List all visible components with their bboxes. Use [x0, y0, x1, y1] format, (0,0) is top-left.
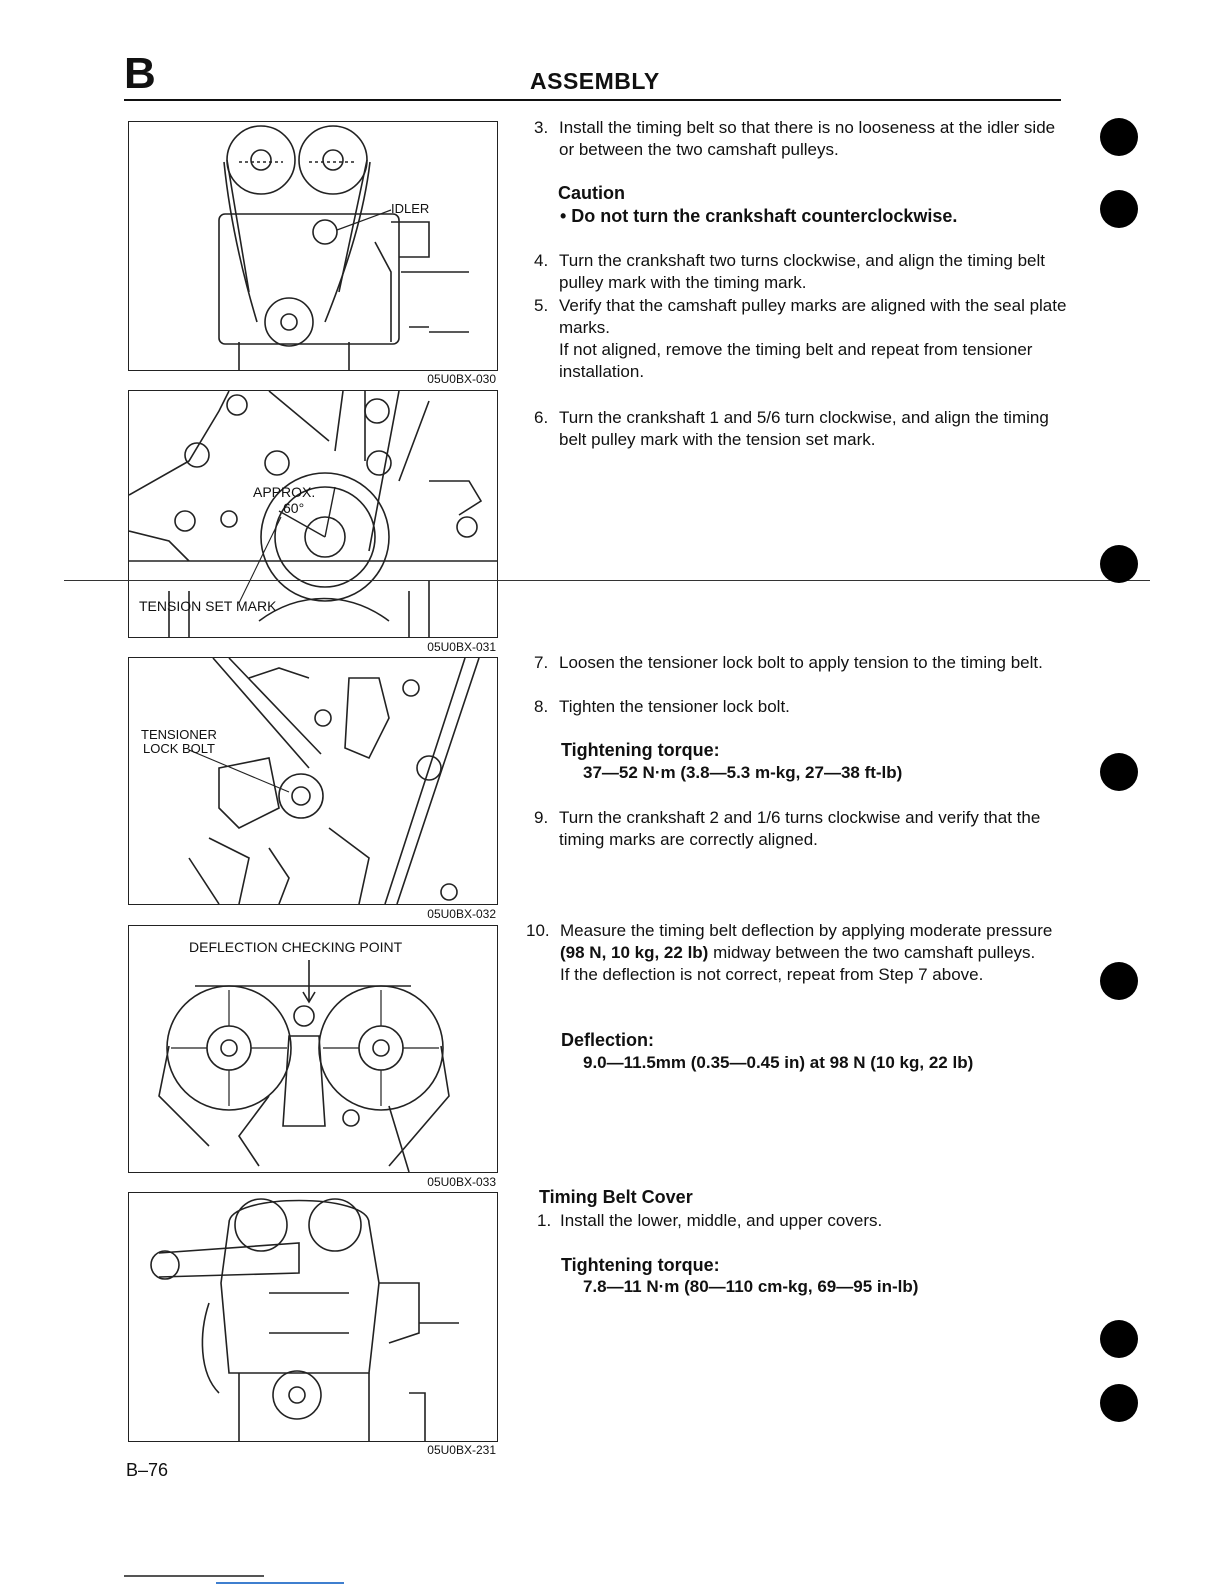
figure-code: 05U0BX-231: [427, 1443, 496, 1457]
step-number: 10.: [526, 921, 550, 940]
binder-hole: [1100, 545, 1138, 583]
torque-value: 37—52 N·m (3.8—5.3 m-kg, 27—38 ft-lb): [583, 763, 903, 782]
step-text-note: If not aligned, remove the timing belt and repeat from tensioner installation.: [559, 340, 1033, 381]
engine-covers-illustration: [129, 1193, 497, 1441]
header-rule: [124, 99, 1061, 101]
step-7: [534, 652, 1068, 674]
step-number: 6.: [534, 408, 549, 427]
figure-label-deflection-checking-point: DEFLECTION CHECKING POINT: [189, 939, 403, 955]
step-text: Turn the crankshaft 2 and 1/6 turns clockwise and verify that the timing marks are correctly aligned.: [559, 808, 1041, 849]
binder-hole: [1100, 1320, 1138, 1358]
step-text: Install the lower, middle, and upper covers.: [560, 1211, 883, 1230]
step-8: [534, 696, 1068, 718]
section-letter: B: [124, 49, 156, 98]
section-divider: [64, 580, 1150, 581]
figure-label-tension-set-mark: TENSION SET MARK: [139, 598, 277, 614]
figure-tensioner-lock-bolt: [128, 657, 498, 905]
camshaft-pulleys-illustration: [129, 926, 497, 1172]
binder-hole: [1100, 190, 1138, 228]
step-9: [534, 807, 1068, 851]
page-title: ASSEMBLY: [530, 68, 660, 94]
torque-title: Tightening torque:: [561, 1255, 720, 1275]
step-text: Turn the crankshaft two turns clockwise, and align the timing belt pulley mark with the timing mark.: [559, 251, 1045, 292]
figure-label-idler: IDLER: [391, 201, 430, 216]
binder-hole: [1100, 962, 1138, 1000]
subsection-title: Timing Belt Cover: [539, 1187, 693, 1207]
step-text: Install the timing belt so that there is no looseness at the idler side or between the two camshaft pulleys.: [559, 118, 1056, 159]
torque-value: 7.8—11 N·m (80—110 cm-kg, 69—95 in-lb): [583, 1277, 919, 1296]
step-number: 5.: [534, 296, 549, 315]
step-10: [526, 920, 1068, 986]
figure-code: 05U0BX-030: [427, 372, 496, 386]
figure-timing-belt-cover: [128, 1192, 498, 1442]
figure-label-lock-bolt: LOCK BOLT: [143, 741, 216, 756]
step-3: [534, 117, 1068, 161]
step-number: 9.: [534, 808, 549, 827]
engine-front-illustration: [129, 122, 497, 370]
figure-code: 05U0BX-032: [427, 907, 496, 921]
figure-code: 05U0BX-031: [427, 640, 496, 654]
binder-hole: [1100, 1384, 1138, 1422]
cover-step-1: [537, 1210, 1071, 1232]
step-text: Verify that the camshaft pulley marks are aligned with the seal plate marks.: [559, 296, 1067, 337]
figure-label-approx: APPROX.: [253, 484, 316, 500]
figure-label-angle: 60°: [283, 500, 305, 516]
binder-hole: [1100, 118, 1138, 156]
caution-title: Caution: [558, 183, 625, 203]
step-6: [534, 407, 1068, 451]
step-text-note: If the deflection is not correct, repeat from Step 7 above.: [560, 965, 984, 984]
tensioner-illustration: [129, 658, 497, 904]
figure-label-tensioner: TENSIONER: [141, 727, 217, 742]
figure-tension-set-mark: [128, 390, 498, 638]
scan-artifact-line: [124, 1575, 264, 1577]
step-text: Turn the crankshaft 1 and 5/6 turn clockwise, and align the timing belt pulley mark with the tension set mark.: [559, 408, 1049, 449]
deflection-value: 9.0—11.5mm (0.35—0.45 in) at 98 N (10 kg, 22 lb): [583, 1053, 974, 1072]
step-text: Loosen the tensioner lock bolt to apply tension to the timing belt.: [559, 653, 1043, 672]
figure-deflection-point: [128, 925, 498, 1173]
torque-title: Tightening torque:: [561, 740, 720, 760]
step-text: Tighten the tensioner lock bolt.: [559, 697, 790, 716]
step-number: 1.: [537, 1211, 552, 1230]
step-number: 3.: [534, 118, 549, 137]
page-number: B–76: [126, 1460, 169, 1480]
step-5: [534, 295, 1068, 383]
step-4: [534, 250, 1068, 294]
step-number: 8.: [534, 697, 549, 716]
deflection-title: Deflection:: [561, 1030, 655, 1050]
binder-hole: [1100, 753, 1138, 791]
caution-item: • Do not turn the crankshaft counterclockwise.: [560, 206, 958, 226]
step-number: 4.: [534, 251, 549, 270]
step-text: Measure the timing belt deflection by applying moderate pressure (98 N, 10 kg, 22 lb) midway between the two camshaft pulleys.: [560, 921, 1053, 962]
figure-code: 05U0BX-033: [427, 1175, 496, 1189]
figure-idler: [128, 121, 498, 371]
step-number: 7.: [534, 653, 549, 672]
